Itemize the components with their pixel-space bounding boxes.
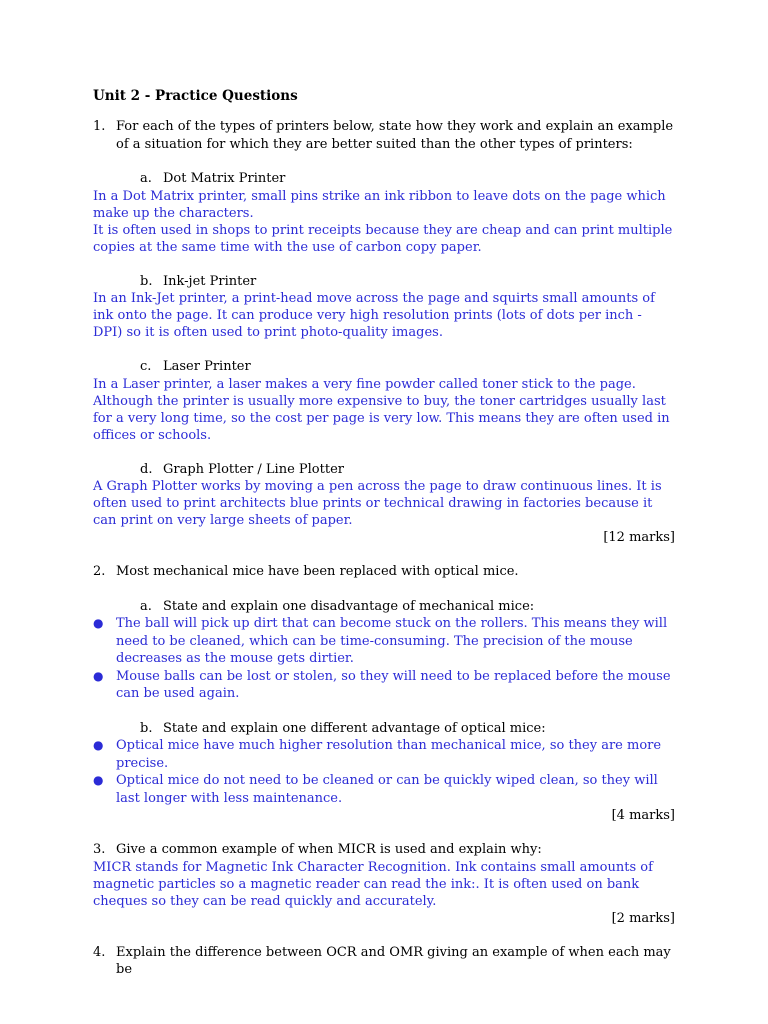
answer-text: It is often used in shops to print receipts because they are cheap and can print multiple copies at the same time with the use of carbon copy paper. bbox=[93, 222, 673, 255]
bullet-text: The ball will pick up dirt that can become stuck on the rollers. This means they will need to be cleaned, which can be time-consuming. The precision of the mouse decreases as the mouse gets dirtier. bbox=[116, 616, 668, 666]
marks-label: [12 marks] bbox=[603, 530, 675, 545]
part-label: State and explain one different advantage of optical mice: bbox=[163, 720, 546, 736]
question-text: Explain the difference between OCR and OMR giving an example of when each may be bbox=[116, 944, 671, 977]
part-label: Dot Matrix Printer bbox=[163, 171, 286, 186]
part-1c bbox=[93, 358, 675, 376]
bullet-icon: ● bbox=[93, 616, 104, 630]
marks-label: [4 marks] bbox=[611, 808, 675, 823]
part-2b bbox=[93, 720, 675, 738]
part-1a bbox=[93, 170, 675, 188]
bullet-list bbox=[93, 615, 675, 703]
list-item bbox=[93, 615, 675, 668]
part-letter: c. bbox=[140, 359, 152, 374]
part-letter: d. bbox=[140, 461, 153, 477]
part-letter: a. bbox=[140, 598, 152, 614]
answer-text: In a Laser printer, a laser makes a very fine powder called toner stick to the page. Although the printer is usually more expensive to buy, the toner cartridges usually last for a very long time, so the cost per page is very low. This means they are often used in offices or schools. bbox=[93, 376, 670, 443]
question-number: 2. bbox=[93, 564, 106, 579]
answer-text: In a Dot Matrix printer, small pins strike an ink ribbon to leave dots on the page which make up the characters. bbox=[93, 188, 666, 221]
part-label: Laser Printer bbox=[163, 359, 251, 374]
list-item bbox=[93, 772, 675, 807]
question-number: 1. bbox=[93, 119, 106, 134]
question-number: 4. bbox=[93, 944, 106, 960]
part-2a bbox=[93, 598, 675, 616]
part-label: Graph Plotter / Line Plotter bbox=[163, 461, 344, 477]
list-item bbox=[93, 668, 675, 703]
answer-text: MICR stands for Magnetic Ink Character Recognition. Ink contains small amounts of magnetic particles so a magnetic reader can read the ink:. It is often used on bank cheques so they can be read quickly and accurately. bbox=[93, 859, 653, 909]
part-letter: a. bbox=[140, 171, 152, 186]
bullet-text: Mouse balls can be lost or stolen, so they will need to be replaced before the mouse can be used again. bbox=[116, 668, 671, 701]
answer-text: In an Ink-Jet printer, a print-head move across the page and squirts small amounts of ink onto the page. It can produce very high resolution prints (lots of dots per inch - DPI) so it is often used to print photo-quality images. bbox=[93, 291, 655, 340]
part-label: State and explain one disadvantage of mechanical mice: bbox=[163, 598, 535, 614]
bullet-icon: ● bbox=[93, 738, 104, 752]
list-item bbox=[93, 737, 675, 772]
marks-label: [2 marks] bbox=[611, 910, 675, 926]
answer-text: A Graph Plotter works by moving a pen across the page to draw continuous lines. It is often used to print architects blue prints or technical drawing in factories because it can print on very large sheets of paper. bbox=[93, 479, 662, 528]
part-letter: b. bbox=[140, 273, 153, 289]
question-text: Most mechanical mice have been replaced with optical mice. bbox=[116, 564, 519, 579]
question-4 bbox=[93, 944, 675, 979]
bullet-text: Optical mice have much higher resolution than mechanical mice, so they are more precise. bbox=[116, 738, 662, 771]
question-1 bbox=[93, 118, 675, 153]
part-1b bbox=[93, 273, 675, 291]
part-label: Ink-jet Printer bbox=[163, 273, 257, 289]
question-3 bbox=[93, 841, 675, 859]
part-letter: b. bbox=[140, 720, 153, 736]
bullet-icon: ● bbox=[93, 773, 104, 787]
question-text: Give a common example of when MICR is used and explain why: bbox=[116, 842, 542, 857]
bullet-icon: ● bbox=[93, 668, 104, 683]
part-1d bbox=[93, 461, 675, 479]
question-2 bbox=[93, 563, 675, 581]
bullet-text: Optical mice do not need to be cleaned or can be quickly wiped clean, so they will last longer with less maintenance. bbox=[116, 773, 658, 806]
page-title: Unit 2 - Practice Questions bbox=[93, 88, 298, 104]
question-number: 3. bbox=[93, 842, 106, 857]
bullet-list bbox=[93, 737, 675, 807]
question-text: For each of the types of printers below, state how they work and explain an example of a situation for which they are better suited than the other types of printers: bbox=[116, 119, 674, 152]
